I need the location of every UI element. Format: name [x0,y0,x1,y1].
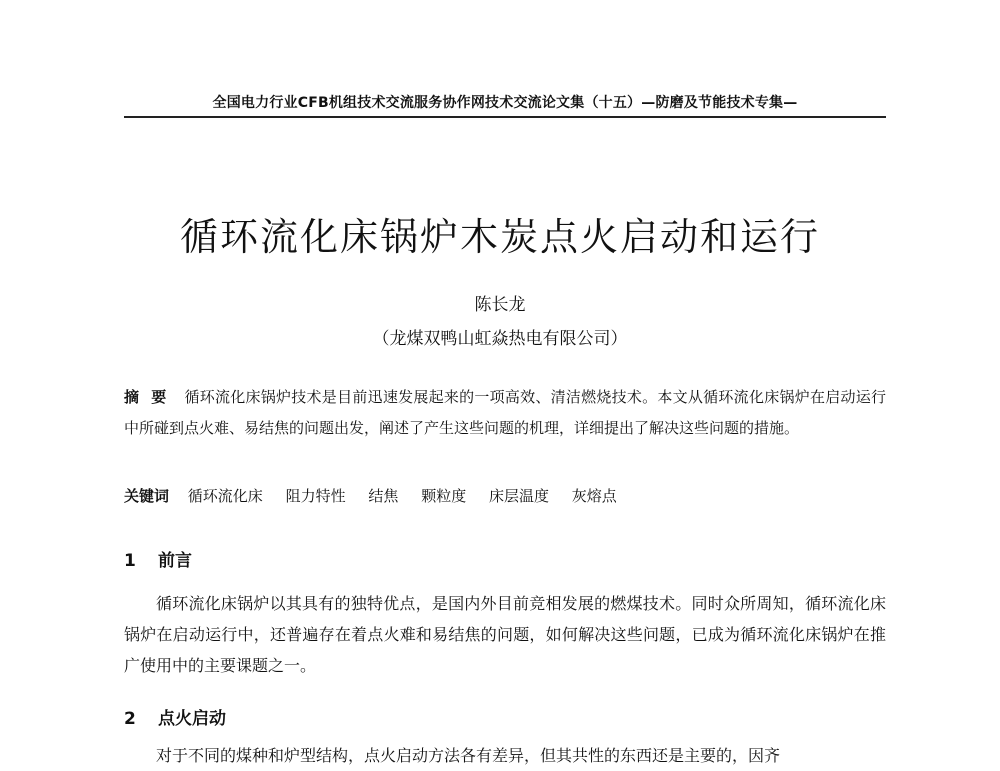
running-header: 全国电力行业CFB机组技术交流服务协作网技术交流论文集（十五）—防磨及节能技术专集— [212,95,798,111]
keyword: 颗粒度 [421,487,467,505]
abstract-text: 循环流化床锅炉技术是目前迅速发展起来的一项高效、清洁燃烧技术。本文从循环流化床锅炉在启动运行中所碰到点火难、易结焦的问题出发，阐述了产生这些问题的机理，详细提出了解决这些问题的措施。 [124,388,886,437]
intro-paragraph: 循环流化床锅炉以其具有的独特优点，是国内外目前竞相发展的燃煤技术。同时众所周知，循环流化床锅炉在启动运行中，还普遍存在着点火难和易结焦的问题，如何解决这些问题，已成为循环流化床锅炉在推广使用中的主要课题之一。 [124,594,886,675]
abstract-label: 摘要 [124,388,179,406]
paper-title: 循环流化床锅炉木炭点火启动和运行 [179,215,820,259]
header-rule [124,116,886,118]
section-heading-ignition [124,704,886,729]
author-affiliation: （龙煤双鸭山虹焱热电有限公司） [372,329,628,349]
keyword: 床层温度 [488,487,549,505]
section-number: 1 [124,551,136,571]
keyword: 灰熔点 [571,487,617,505]
keywords [124,482,886,510]
keyword: 结焦 [368,487,399,505]
section-title: 前言 [158,551,192,571]
author-name: 陈长龙 [474,295,526,315]
section-heading-intro [124,546,886,571]
section-number: 2 [124,709,136,729]
ignition-paragraph: 对于不同的煤种和炉型结构，点火启动方法各有差异，但其共性的东西还是主要的，因齐 [156,746,781,765]
section-title: 点火启动 [158,709,226,729]
abstract [124,382,886,444]
keywords-label: 关键词 [124,487,170,505]
keyword: 阻力特性 [285,487,346,505]
keyword: 循环流化床 [187,487,263,505]
